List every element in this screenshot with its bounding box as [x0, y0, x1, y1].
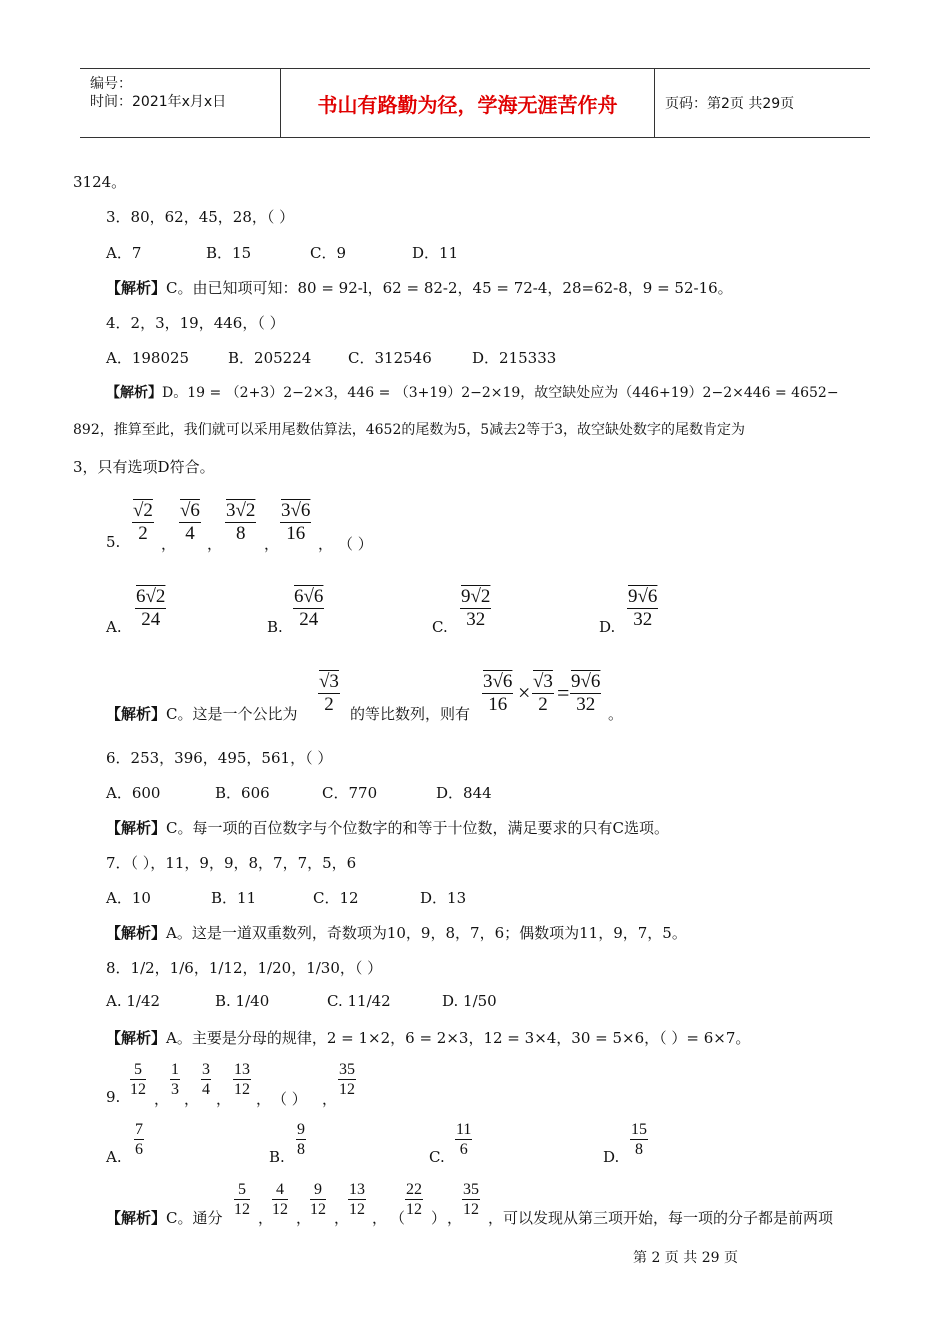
q5-eq-term-3: $\frac{9√6}{32}$ — [571, 671, 601, 715]
separator: ， — [447, 1209, 463, 1227]
question-8: 8．1/2，1/6，1/12，1/20，1/30，（ ） — [106, 959, 383, 977]
q4-answer-line-3: 3，只有选项D符合。 — [73, 458, 215, 476]
q6-option-a: A．600 — [106, 784, 161, 802]
q7-option-b: B．11 — [211, 889, 257, 907]
q3-option-d: D．11 — [412, 244, 459, 262]
q5-option-c: $\frac{9√2}{32}$ — [461, 586, 491, 630]
page-header — [80, 68, 870, 138]
answer-text: C。这是一个公比为 — [166, 705, 298, 723]
q9-blank: （ ） — [272, 1090, 307, 1108]
q4-option-d: D．215333 — [472, 349, 557, 367]
answer-text: C。通分 — [166, 1209, 223, 1227]
q9-term-4: $\frac{13}{12}$ — [234, 1061, 250, 1098]
q9-ans-term-3: $\frac{9}{12}$ — [310, 1181, 326, 1218]
separator: ， — [256, 1090, 272, 1108]
separator: ， — [184, 1090, 200, 1108]
q9-ans-term-1: $\frac{5}{12}$ — [234, 1181, 250, 1218]
q5-term-4: $\frac{3√6}{16}$ — [281, 500, 311, 544]
q3-option-b: B．15 — [206, 244, 252, 262]
q9-term-1: $\frac{5}{12}$ — [130, 1061, 146, 1098]
separator: ， — [296, 1209, 312, 1227]
separator: ， — [322, 1090, 338, 1108]
q9-option-c-label: C. — [429, 1148, 445, 1166]
right-paren: ） — [431, 1209, 447, 1227]
q5-blank: （ ） — [338, 535, 373, 553]
separator: ， — [334, 1209, 350, 1227]
q4-option-b: B．205224 — [228, 349, 312, 367]
equals-sign: = — [557, 680, 570, 705]
answer-text: ，可以发现从第三项开始，每一项的分子都是前两项 — [488, 1209, 834, 1227]
number-label: 编号： — [90, 76, 132, 92]
answer-tag: 【解析】 — [106, 819, 167, 837]
q3-option-c: C．9 — [310, 244, 347, 262]
q5-ratio: $\frac{√3}{2}$ — [319, 671, 339, 715]
q6-option-b: B．606 — [215, 784, 270, 802]
answer-tag: 【解析】 — [106, 385, 162, 401]
q7-answer — [106, 922, 687, 943]
q6-option-c: C．770 — [322, 784, 378, 802]
answer-tag: 【解析】 — [106, 705, 167, 723]
question-9-number: 9. — [106, 1088, 121, 1106]
answer-tag: 【解析】 — [106, 1209, 167, 1227]
times-sign: × — [518, 680, 531, 705]
q9-option-b: $\frac{9}{8}$ — [297, 1121, 305, 1158]
q5-option-b-label: B. — [267, 618, 283, 636]
q8-option-b: B. 1/40 — [215, 992, 270, 1010]
question-4: 4．2，3，19，446，（ ） — [106, 314, 285, 332]
q5-term-2: $\frac{√6}{4}$ — [180, 500, 200, 544]
q5-option-b: $\frac{6√6}{24}$ — [294, 586, 324, 630]
separator: ， — [207, 535, 223, 553]
q9-option-c: $\frac{11}{6}$ — [456, 1121, 472, 1158]
q9-ans-term-5: $\frac{22}{12}$ — [406, 1181, 422, 1218]
q5-option-c-label: C. — [432, 618, 448, 636]
separator: ， — [372, 1209, 388, 1227]
q4-answer-line-2: 892，推算至此，我们就可以采用尾数估算法，4652的尾数为5，5减去2等于3，故空缺处数字的尾数肯定为 — [73, 422, 745, 438]
q5-option-a: $\frac{6√2}{24}$ — [136, 586, 166, 630]
left-paren: （ — [390, 1209, 406, 1227]
question-3: 3．80，62，45，28，（ ） — [106, 208, 295, 226]
separator: ， — [258, 1209, 274, 1227]
q3-answer — [106, 277, 733, 298]
q9-option-a-label: A. — [106, 1148, 122, 1166]
question-5-number: 5. — [106, 533, 121, 551]
q8-answer — [106, 1027, 750, 1048]
q7-option-c: C．12 — [313, 889, 359, 907]
q9-ans-term-2: $\frac{4}{12}$ — [272, 1181, 288, 1218]
q5-term-3: $\frac{3√2}{8}$ — [226, 500, 256, 544]
answer-text: 的等比数列，则有 — [350, 705, 471, 723]
q9-option-d-label: D. — [603, 1148, 620, 1166]
answer-tag: 【解析】 — [106, 924, 167, 942]
separator: ， — [318, 535, 334, 553]
q5-term-1: $\frac{√2}{2}$ — [133, 500, 153, 544]
question-7: 7．（ ），11，9，9，8，7，7，5，6 — [106, 854, 357, 872]
q9-ans-term-4: $\frac{13}{12}$ — [349, 1181, 365, 1218]
q8-option-a: A. 1/42 — [106, 992, 161, 1010]
answer-tag: 【解析】 — [106, 1029, 167, 1047]
header-page-info: 页码：第2页 共29页 — [665, 96, 795, 112]
answer-text: C。由已知项可知：80 = 92-l，62 = 82-2，45 = 72-4，28=62-8，9 = 52-16。 — [166, 279, 733, 297]
q9-term-3: $\frac{3}{4}$ — [202, 1061, 210, 1098]
q7-option-a: A．10 — [106, 889, 151, 907]
separator: ， — [161, 535, 177, 553]
q4-answer-line-1 — [106, 382, 839, 402]
q5-eq-term-1: $\frac{3√6}{16}$ — [483, 671, 513, 715]
separator: ， — [264, 535, 280, 553]
q6-option-d: D．844 — [436, 784, 492, 802]
answer-text: A。这是一道双重数列，奇数项为10，9，8，7，6；偶数项为11，9，7，5。 — [166, 924, 687, 942]
q9-term-2: $\frac{1}{3}$ — [171, 1061, 179, 1098]
header-motto: 书山有路勤为径，学海无涯苦作舟 — [281, 69, 655, 137]
q9-ans-term-6: $\frac{35}{12}$ — [463, 1181, 479, 1218]
answer-text: D。19 = （2+3）2−2×3，446 = （3+19）2−2×19，故空缺处应为（446+19）2−2×446 = 4652− — [162, 385, 839, 401]
q5-option-d: $\frac{9√6}{32}$ — [628, 586, 658, 630]
q9-answer — [106, 1207, 223, 1228]
answer-text: C。每一项的百位数字与个位数字的和等于十位数，满足要求的只有C选项。 — [166, 819, 669, 837]
q7-option-d: D．13 — [420, 889, 467, 907]
answer-text: A。主要是分母的规律，2 = 1×2，6 = 2×3，12 = 3×4，30 = 5×6，（ ）= 6×7。 — [166, 1029, 751, 1047]
q8-option-d: D. 1/50 — [442, 992, 497, 1010]
text-line: 3124。 — [73, 173, 127, 191]
separator: ， — [154, 1090, 170, 1108]
q6-answer — [106, 817, 669, 838]
q5-option-d-label: D. — [599, 618, 616, 636]
q4-option-c: C．312546 — [348, 349, 432, 367]
page-footer: 第 2 页 共 29 页 — [633, 1250, 738, 1266]
q9-option-a: $\frac{7}{6}$ — [135, 1121, 143, 1158]
q9-option-b-label: B. — [269, 1148, 285, 1166]
q5-option-a-label: A. — [106, 618, 122, 636]
q5-eq-term-2: $\frac{√3}{2}$ — [533, 671, 553, 715]
q8-option-c: C. 11/42 — [327, 992, 391, 1010]
header-meta — [80, 69, 281, 137]
q4-option-a: A．198025 — [106, 349, 190, 367]
q5-answer — [106, 703, 298, 724]
date-label: 时间：2021年x月x日 — [90, 94, 227, 110]
period: 。 — [608, 705, 624, 723]
q3-option-a: A．7 — [106, 244, 142, 262]
separator: ， — [216, 1090, 232, 1108]
q9-term-5: $\frac{35}{12}$ — [339, 1061, 355, 1098]
q9-option-d: $\frac{15}{8}$ — [631, 1121, 647, 1158]
answer-tag: 【解析】 — [106, 279, 167, 297]
question-6: 6．253，396，495，561，（ ） — [106, 749, 333, 767]
